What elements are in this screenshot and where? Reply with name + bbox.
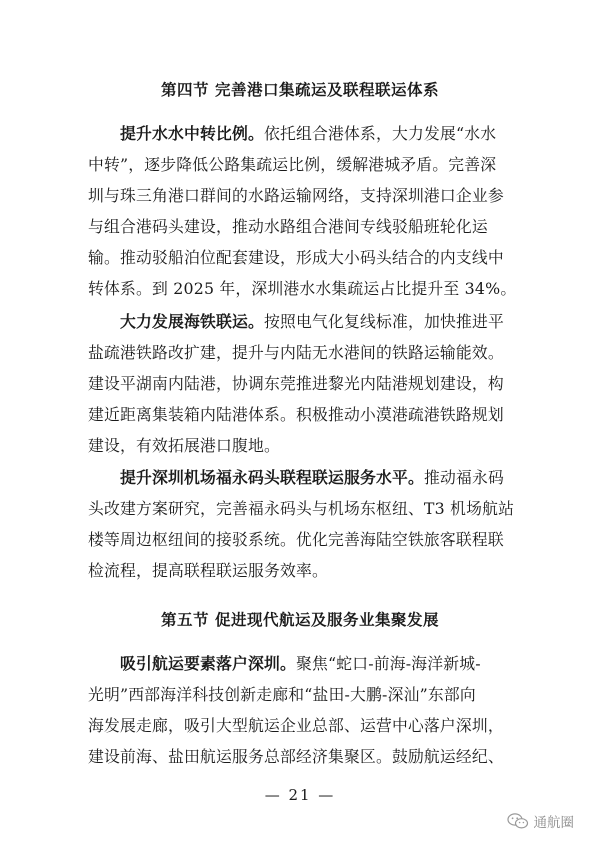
paragraph-lead: 大力发展海铁联运。 — [120, 312, 264, 331]
wechat-icon — [507, 812, 529, 830]
paragraph-line: 与组合港码头建设，推动水路组合港间专线驳船班轮化运 — [88, 217, 488, 236]
paragraph-line: 楼等周边枢纽间的接驳系统。优化完善海陆空铁旅客联程联 — [88, 530, 504, 549]
paragraph-line: 输。推动驳船泊位配套建设，形成大小码头结合的内支线中 — [88, 248, 504, 267]
paragraph-line: 建设前海、盐田航运服务总部经济集聚区。鼓励航运经纪、 — [88, 747, 504, 766]
paragraph-line: 提升深圳机场福永码头联程联运服务水平。推动福永码 — [120, 468, 504, 487]
paragraph-line: 头改建方案研究，完善福永码头与机场东枢纽、T3 机场航站 — [88, 499, 515, 518]
paragraph-line: 提升水水中转比例。依托组合港体系，大力发展“水水 — [120, 124, 497, 143]
paragraph-line: 盐疏港铁路改扩建，提升与内陆无水港间的铁路运输能效。 — [88, 343, 504, 362]
page-number: — 21 — — [264, 786, 336, 804]
section-5-title: 第五节 促进现代航运及服务业集聚发展 — [161, 611, 439, 629]
paragraph-line: 建近距离集装箱内陆港体系。积极推动小漠港疏港铁路规划 — [88, 405, 504, 424]
paragraph-line: 吸引航运要素落户深圳。聚焦“蛇口-前海-海洋新城- — [120, 654, 481, 673]
paragraph-line: 圳与珠三角港口群间的水路运输网络，支持深圳港口企业参 — [88, 186, 504, 205]
watermark — [507, 810, 575, 832]
paragraph-line: 海发展走廊，吸引大型航运企业总部、运营中心落户深圳， — [88, 716, 504, 735]
section-4-title: 第四节 完善港口集疏运及联程联运体系 — [161, 81, 439, 99]
paragraph-line: 建设，有效拓展港口腹地。 — [88, 436, 280, 455]
paragraph-line: 建设平湖南内陆港，协调东莞推进黎光内陆港规划建设，构 — [88, 374, 504, 393]
watermark-text: 通航圈 — [533, 815, 574, 831]
paragraph-lead: 吸引航运要素落户深圳。 — [120, 654, 296, 673]
paragraph-lead: 提升水水中转比例。 — [120, 124, 264, 143]
paragraph-lead: 提升深圳机场福永码头联程联运服务水平。 — [120, 468, 424, 487]
paragraph-line: 检流程，提高联程联运服务效率。 — [88, 561, 328, 580]
paragraph-line: 中转”，逐步降低公路集疏运比例，缓解港城矛盾。完善深 — [88, 155, 497, 174]
paragraph-line: 转体系。到 2025 年，深圳港水水集疏运占比提升至 34%。 — [88, 279, 517, 298]
paragraph-line: 光明”西部海洋科技创新走廊和“盐田-大鹏-深汕”东部向 — [88, 685, 476, 704]
paragraph-line: 大力发展海铁联运。按照电气化复线标准，加快推进平 — [120, 312, 504, 331]
